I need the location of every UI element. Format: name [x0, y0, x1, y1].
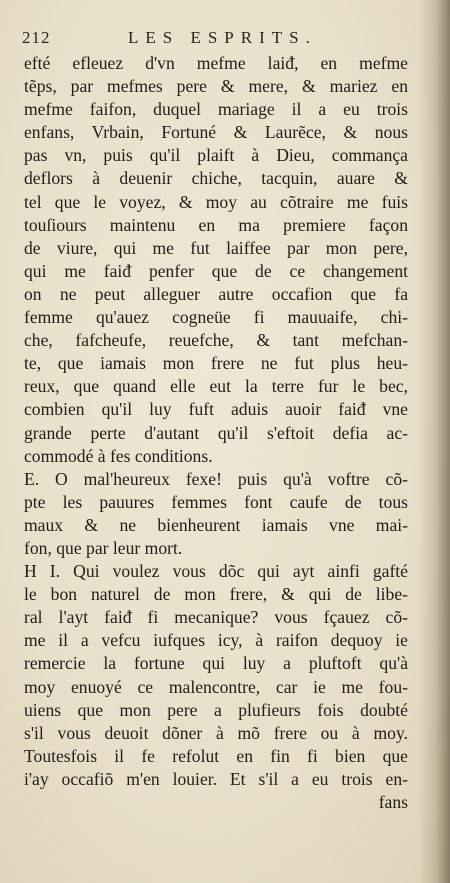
- text-line: ral l'ayt faiᵭ fi mecanique? vous fçauez cõ-: [24, 607, 408, 628]
- page-binding-shadow: [418, 0, 450, 883]
- page-header: [22, 28, 422, 52]
- text-line: s'il vous deuoit dõner à mõ frere ou à moy.: [24, 722, 408, 743]
- text-line: moy enuoyé ce malencontre, car ie me fou-: [24, 676, 408, 697]
- text-line: tẽps, par mefmes pere & mere, & mariez en: [24, 76, 408, 97]
- page-number: 212: [22, 28, 51, 47]
- text-line: femme qu'auez cogneüe fi mauuaife, chi-: [24, 307, 408, 328]
- text-line: fon, que par leur mort.: [24, 537, 183, 558]
- text-line: me il a vefcu iufques icy, à raifon dequoy ie: [24, 630, 408, 651]
- text-line: remercie la fortune qui luy a pluftoft qu'à: [24, 653, 408, 674]
- text-line: commodé à fes conditions.: [24, 445, 213, 466]
- text-line: pte les pauures femmes font caufe de tous: [24, 491, 408, 512]
- text-line: che, fafcheufe, reuefche, & tant mefchan-: [24, 330, 408, 351]
- text-line: enfans, Vrbain, Fortuné & Laurẽce, & nous: [24, 122, 408, 143]
- catchword: fans: [378, 792, 408, 812]
- text-line: mefme faifon, duquel mariage il a eu trois: [24, 99, 408, 120]
- text-line: efté efleuez d'vn mefme laiᵭ, en mefme: [24, 53, 408, 73]
- text-line: combien qu'il luy fuft aduis auoir faiᵭ vne: [24, 399, 408, 420]
- text-line: E. O mal'heureux fexe! puis qu'à voftre cõ-: [24, 468, 408, 489]
- text-line: i'ay occafiõ m'en louier. Et s'il a eu trois en-: [24, 768, 408, 789]
- text-line: reux, que quand elle eut la terre fur le bec,: [24, 376, 408, 397]
- text-line: maux & ne bienheurent iamais vne mai-: [24, 514, 408, 535]
- text-line: tel que le voyez, & moy au cõtraire me fuis: [24, 191, 408, 212]
- text-line: on ne peut alleguer autre occafion que fa: [24, 283, 408, 304]
- running-title: LES ESPRITS.: [128, 28, 317, 47]
- text-line: H I. Qui voulez vous dõc qui ayt ainfi gafté: [24, 561, 408, 582]
- text-line: grande perte d'autant qu'il s'eftoit defia ac-: [24, 422, 408, 443]
- text-line: Toutesfois il fe refolut en fin fi bien que: [24, 745, 408, 766]
- text-line: qui me faiᵭ penfer que de ce changement: [24, 260, 408, 281]
- body-text: [24, 52, 408, 814]
- text-line: deflors à deuenir chiche, tacquin, auare &: [24, 168, 408, 189]
- text-line: te, que iamais mon frere ne fut plus heu-: [24, 353, 408, 374]
- text-line: uiens que mon pere a plufieurs fois doubté: [24, 699, 408, 720]
- text-line: pas vn, puis qu'il plaift à Dieu, commança: [24, 145, 408, 166]
- text-line: touſiours maintenu en ma premiere façon: [24, 214, 408, 235]
- text-line: de viure, qui me fut laiffee par mon pere,: [24, 237, 408, 258]
- text-line: le bon naturel de mon frere, & qui de libe-: [24, 584, 408, 605]
